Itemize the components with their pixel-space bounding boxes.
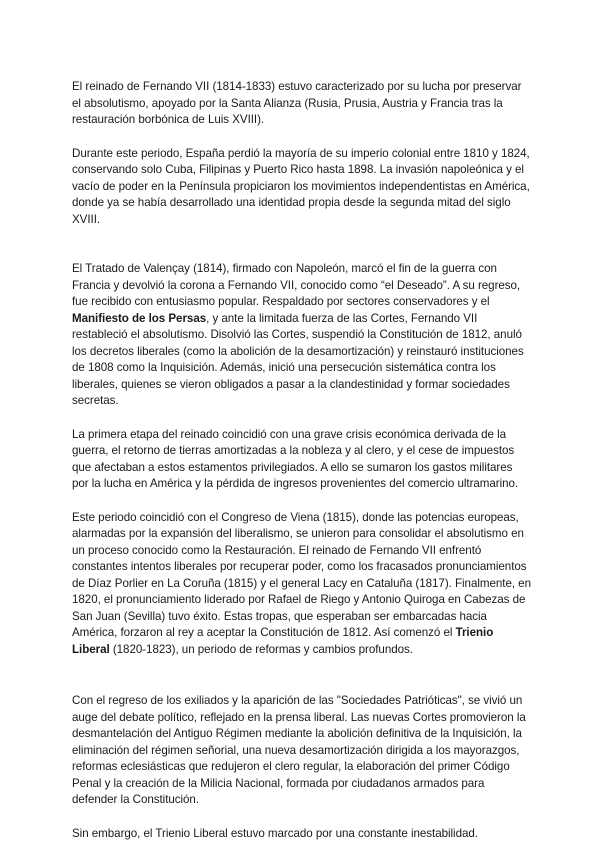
paragraph-5-text-b: (1820-1823), un periodo de reformas y cambios profundos.: [109, 642, 413, 656]
paragraph-5-bold: Trienio Liberal: [72, 626, 494, 656]
paragraph-5: [72, 510, 532, 659]
paragraph-6: Con el regreso de los exiliados y la aparición de las "Sociedades Patrióticas", se vivió un auge del debate político, reflejado en la prensa liberal. Las nuevas Cortes promovieron la desmantelación del Antiguo Régimen mediante la abolición definitiva de la Inquisición, la eliminación del régimen señorial, una nueva desamortización dirigida a los mayorazgos, reformas eclesiásticas que redujeron el clero regular, la elaboración del primer Código Penal y la creación de la Milicia Nacional, formada por ciudadanos armados para defender la Constitución.: [72, 694, 526, 806]
paragraph-2: Durante este periodo, España perdió la mayoría de su imperio colonial entre 1810 y 1824, conservando solo Cuba, Filipinas y Puerto Rico hasta 1898. La invasión napoleónica y el vacío de poder en la Península propiciaron los movimientos independentistas en América, donde ya se había desarrollado una identidad propia desde la segunda mitad del siglo XVIII.: [72, 146, 530, 226]
paragraph-5-text-a: Este periodo coincidió con el Congreso de Viena (1815), donde las potencias europeas, alarmadas por la expansión del liberalismo, se unieron para consolidar el absolutismo en un proceso conocido como la Restauración. El reinado de Fernando VII enfrentó constantes intentos liberales por recuperar poder, como los fracasados pronunciamientos de Díaz Porlier en La Coruña (1815) y el general Lacy en Cataluña (1817). Finalmente, en 1820, el pronunciamiento liderado por Rafael de Riego y Antonio Quiroga en Cabezas de San Juan (Sevilla) tuvo éxito. Estas tropas, que esperaban ser embarcadas hacia América, forzaron al rey a aceptar la Constitución de 1812. Así comenzó el: [72, 510, 531, 639]
paragraph-1: El reinado de Fernando VII (1814-1833) estuvo caracterizado por su lucha por preservar el absolutismo, apoyado por la Santa Alianza (Rusia, Prusia, Austria y Francia tras la restauración borbónica de Luis XVIII).: [72, 80, 522, 126]
paragraph-3: [72, 261, 532, 410]
paragraph-4: La primera etapa del reinado coincidió con una grave crisis económica derivada de la guerra, el retorno de tierras amortizadas a la nobleza y al clero, y el cese de impuestos que afectaban a estos estamentos privilegiados. A ello se sumaron los gastos militares por la lucha en América y la pérdida de ingresos provenientes del comercio ultramarino.: [72, 427, 519, 490]
paragraph-7: Sin embargo, el Trienio Liberal estuvo marcado por una constante inestabilidad.: [72, 826, 478, 840]
paragraph-3-text-a: El Tratado de Valençay (1814), firmado con Napoleón, marcó el fin de la guerra con Francia y devolvió la corona a Fernando VII, conocido como “el Deseado”. A su regreso, fue recibido con entusiasmo popular. Respaldado por sectores conservadores y el: [72, 262, 521, 308]
paragraph-3-text-b: , y ante la limitada fuerza de las Cortes, Fernando VII restableció el absolutismo. Disolvió las Cortes, suspendió la Constitución de 1812, anuló los decretos liberales (como la abolición de la desamortización) y reinstauró instituciones de 1808 como la Inquisición. Además, inició una persecución sistemática contra los liberales, quienes se vieron obligados a pasar a la clandestinidad y formar sociedades secretas.: [72, 311, 524, 407]
paragraph-3-bold: Manifiesto de los Persas: [72, 311, 207, 325]
document-page: [72, 79, 532, 842]
